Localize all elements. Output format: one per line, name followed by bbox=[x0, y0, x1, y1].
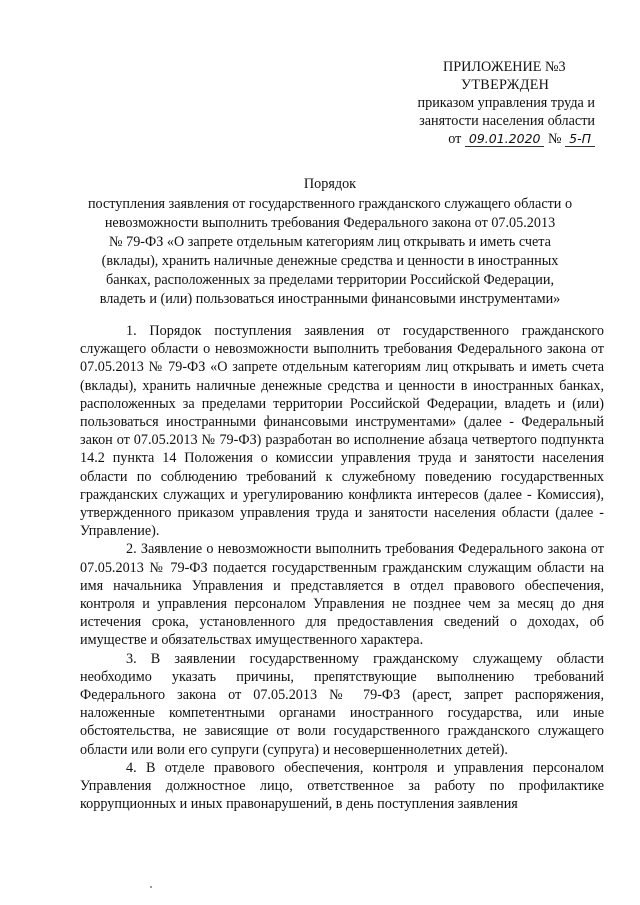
title-line: владеть и (или) пользоваться иностранными финансовыми инструментами» bbox=[99, 291, 561, 307]
handwritten-number: 5-П bbox=[565, 131, 595, 147]
number-label: № bbox=[548, 131, 562, 147]
paragraph-4: 4. В отделе правового обеспечения, контроля и управления персоналом Управления должностное лицо, ответственное за работу по профилактике коррупционных и иных правонарушений, в день поступления заявления bbox=[80, 759, 604, 813]
handwritten-date: 09.01.2020 bbox=[465, 131, 545, 147]
order-date-row bbox=[395, 130, 595, 148]
paragraph-1: 1. Порядок поступления заявления от государственного гражданского служащего области о невозможности выполнить требования Федерального закона от 07.05.2013 № 79-ФЗ «О запрете отдельным категориям лиц открывать и иметь счета (вклады), хранить наличные денежные средства и ценности в иностранных банках, расположенных за пределами территории Российской Федерации, владеть и (или) пользоваться иностранными финансовыми инструментами» (далее - Федеральный закон от 07.05.2013 № 79-ФЗ) разработан во исполнение абзаца четвертого подпункта 14.2 пункта 14 Положения о комиссии управления труда и занятости населения области по соблюдению требований к служебному поведению государственных гражданских служащих и урегулированию конфликта интересов (далее - Комиссия), утвержденного приказом управления труда и занятости населения области (далее - Управление). bbox=[80, 323, 604, 540]
title-line: № 79-ФЗ «О запрете отдельным категориям лиц открывать и иметь счета bbox=[109, 234, 551, 250]
approved-label: УТВЕРЖДЕН bbox=[461, 77, 550, 93]
paragraph-3: 3. В заявлении государственному гражданскому служащему области необходимо указать причины, препятствующие выполнению требований Федерального закона от 07.05.2013 № 79-ФЗ (арест, запрет распоряжения, наложенные компетентными органами иностранного государства, или иные обстоятельства, не зависящие от воли государственного гражданского служащего области или воли его супруги (супруга) и несовершеннолетних детей). bbox=[80, 650, 604, 758]
title-heading: Порядок bbox=[303, 176, 357, 192]
title-line: банках, расположенных за пределами территории Российской Федерации, bbox=[105, 272, 555, 288]
order-line-2: занятости населения области bbox=[419, 113, 595, 129]
title-line: (вклады), хранить наличные денежные средства и ценности в иностранных bbox=[101, 253, 559, 269]
order-line-1: приказом управления труда и bbox=[417, 95, 595, 111]
title-line: невозможности выполнить требования Федерального закона от 07.05.2013 bbox=[104, 215, 556, 231]
document-title bbox=[80, 175, 580, 309]
from-label: от bbox=[448, 131, 462, 147]
paragraph-2: 2. Заявление о невозможности выполнить требования Федерального закона от 07.05.2013 № 79-ФЗ подается государственным гражданским служащим области на имя начальника Управления и представляется в отдел правового обеспечения, контроля и управления персоналом Управления не позднее чем за месяц до дня истечения срока, установленного для предоставления сведений о доходах, об имуществе и обязательствах имущественного характера. bbox=[80, 541, 604, 649]
document-body bbox=[80, 322, 604, 813]
annex-number: ПРИЛОЖЕНИЕ №3 bbox=[443, 59, 566, 75]
scan-speck bbox=[150, 886, 152, 888]
title-line: поступления заявления от государственного гражданского служащего области о bbox=[87, 196, 573, 212]
approval-header bbox=[395, 58, 595, 148]
